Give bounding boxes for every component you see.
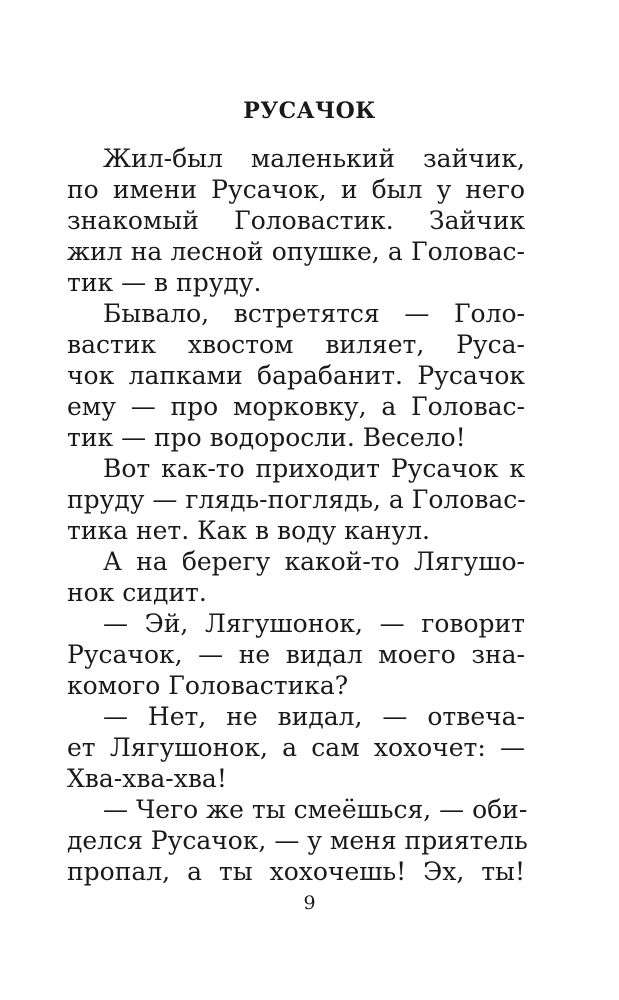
text-line: делся Русачок, — у меня приятель [67,826,528,855]
text-line: знакомый Головастик. Зайчик [67,206,525,235]
text-line: пропал, а ты хохочешь! Эх, ты! [67,857,525,886]
story-title: РУСАЧОК [243,98,376,124]
text-line: тик — в пруду. [67,268,262,297]
text-line: ет Лягушонок, а сам хохочет: — [67,733,525,762]
text-line: — Эй, Лягушонок, — говорит [103,609,525,638]
text-line: А на берегу какой-то Лягушо- [103,547,525,576]
text-line: Бывало, встретятся — Голо- [103,299,525,328]
text-line: вастик хвостом виляет, Руса- [67,330,525,359]
text-line: тик — про водоросли. Весело! [67,423,466,452]
page-number: 9 [303,892,316,914]
text-line: нок сидит. [67,578,207,607]
text-line: Хва-хва-хва! [67,764,227,793]
text-line: комого Головастика? [67,671,349,700]
text-line: Русачок, — не видал моего зна- [67,640,525,669]
text-line: по имени Русачок, и был у него [67,175,525,204]
text-line: жил на лесной опушке, а Головас- [67,237,525,266]
text-line: пруду — глядь-поглядь, а Головас- [67,485,526,514]
text-line: ему — про морковку, а Головас- [67,392,525,421]
text-line: тика нет. Как в воду канул. [67,516,430,545]
text-line: чок лапками барабанит. Русачок [67,361,525,390]
text-line: — Нет, не видал, — отвеча- [103,702,525,731]
text-line: Вот как-то приходит Русачок к [103,454,525,483]
text-line: — Чего же ты смеёшься, — оби- [103,795,528,824]
text-line: Жил-был маленький зайчик, [103,144,525,173]
